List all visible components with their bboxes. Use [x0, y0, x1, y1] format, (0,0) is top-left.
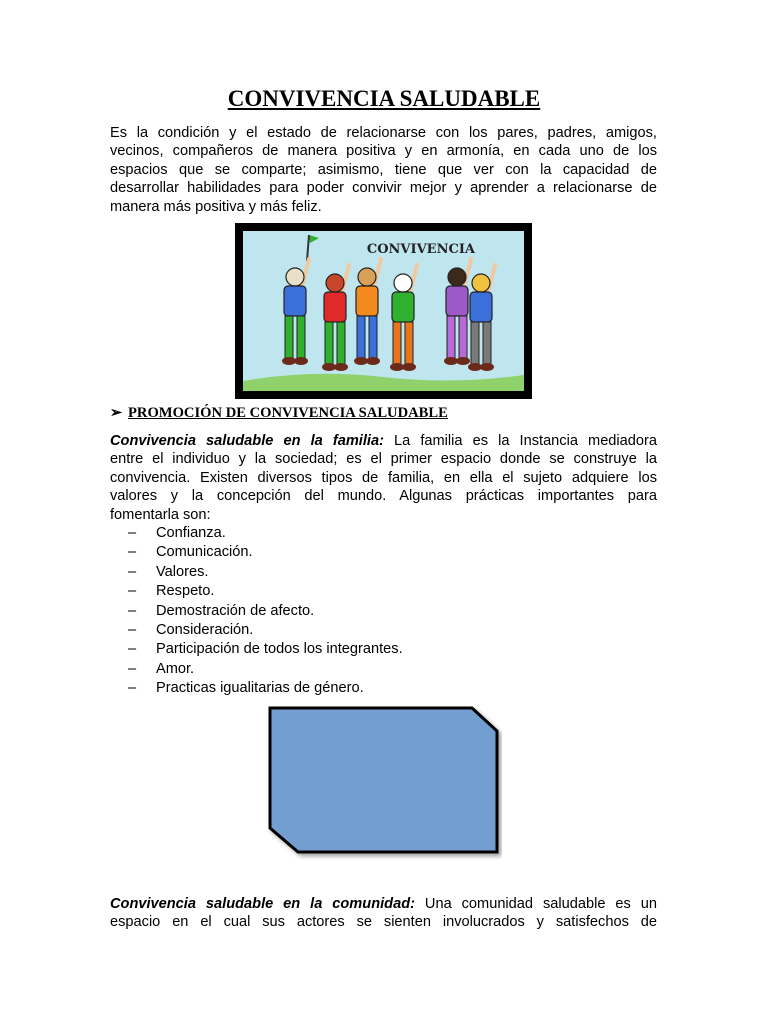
section-heading	[110, 404, 448, 422]
children-figures	[282, 259, 495, 371]
child-figure	[390, 265, 417, 371]
intro-line: Es la condición y el estado de relacionarse con los pares, padres, amigos,	[110, 125, 657, 141]
child-figure	[354, 259, 381, 365]
snip-corner-shape	[270, 708, 497, 852]
child-figure	[444, 259, 471, 365]
illustration-canvas	[243, 231, 524, 391]
dash-bullet: –	[128, 583, 137, 600]
arrow-bullet-icon: ➢	[110, 405, 123, 421]
list-item-text: Demostración de afecto.	[156, 602, 315, 619]
comunidad-first-line-text: Una comunidad saludable es un	[414, 896, 657, 912]
list-item-text: Confianza.	[156, 525, 226, 541]
dash-bullet: –	[128, 525, 137, 541]
page-title: CONVIVENCIA SALUDABLE	[227, 86, 541, 111]
familia-line: valores y la concepción del mundo. Algunas prácticas importantes para	[110, 488, 657, 505]
dash-bullet: –	[128, 680, 137, 697]
list-item-text: Participación de todos los integrantes.	[156, 641, 403, 658]
dash-bullet: –	[128, 621, 137, 638]
illustration-caption: CONVIVENCIA	[366, 242, 475, 257]
list-item	[128, 660, 403, 679]
dash-bullet: –	[128, 544, 137, 561]
child-figure	[322, 265, 349, 371]
dash-bullet: –	[128, 641, 137, 658]
blue-snipped-rectangle	[266, 704, 502, 860]
comunidad-line: espacio en el cual sus actores se sienten involucrados y satisfechos de	[110, 914, 657, 931]
familia-label: Convivencia saludable en la familia:	[110, 433, 384, 449]
familia-line: fomentarla son:	[110, 506, 211, 523]
list-item	[128, 582, 403, 601]
list-item	[128, 640, 403, 659]
list-item-text: Amor.	[156, 660, 195, 677]
child-figure	[282, 259, 309, 365]
grass	[243, 374, 524, 391]
convivencia-illustration	[235, 223, 532, 399]
child-figure	[468, 265, 495, 371]
list-item	[128, 602, 403, 621]
list-item-text: Practicas igualitarias de género.	[156, 680, 364, 697]
comunidad-label: Convivencia saludable en la comunidad:	[110, 896, 415, 912]
intro-paragraph	[110, 124, 657, 216]
section-heading-text: PROMOCIÓN DE CONVIVENCIA SALUDABLE	[128, 405, 448, 421]
familia-first-line	[110, 432, 657, 450]
list-item	[128, 543, 403, 562]
dash-bullet: –	[128, 563, 137, 580]
flag-icon	[309, 235, 319, 243]
list-item	[128, 621, 403, 640]
comunidad-paragraph	[110, 895, 657, 932]
list-item-text: Respeto.	[156, 583, 215, 600]
dash-bullet: –	[128, 660, 137, 677]
children-group-illustration	[243, 231, 524, 391]
intro-line: espacios que se comparte; asimismo, tiene que ver con la capacidad de	[110, 161, 657, 178]
familia-line: convivencia. Existen diversos tipos de familia, en ella el sujeto adquiere los	[110, 469, 657, 486]
intro-line: vecinos, compañeros de manera positiva y en armonía, en cada uno de los	[110, 143, 657, 160]
practices-list	[128, 524, 403, 699]
intro-line: desarrollar habilidades para poder convivir mejor y aprender a relacionarse de	[110, 180, 657, 197]
comunidad-first-line	[110, 895, 657, 913]
familia-first-line-text: La familia es la Instancia mediadora	[383, 433, 657, 449]
list-item-text: Consideración.	[156, 621, 254, 638]
list-item-text: Valores.	[156, 563, 209, 580]
list-item-text: Comunicación.	[156, 544, 253, 561]
familia-paragraph	[110, 432, 657, 524]
list-item	[128, 679, 403, 698]
list-item	[128, 563, 403, 582]
list-item	[128, 524, 403, 543]
intro-line: manera más positiva y más feliz.	[110, 198, 322, 215]
dash-bullet: –	[128, 602, 137, 619]
familia-line: entre el individuo y la sociedad; es el primer espacio donde se construye la	[110, 451, 657, 468]
